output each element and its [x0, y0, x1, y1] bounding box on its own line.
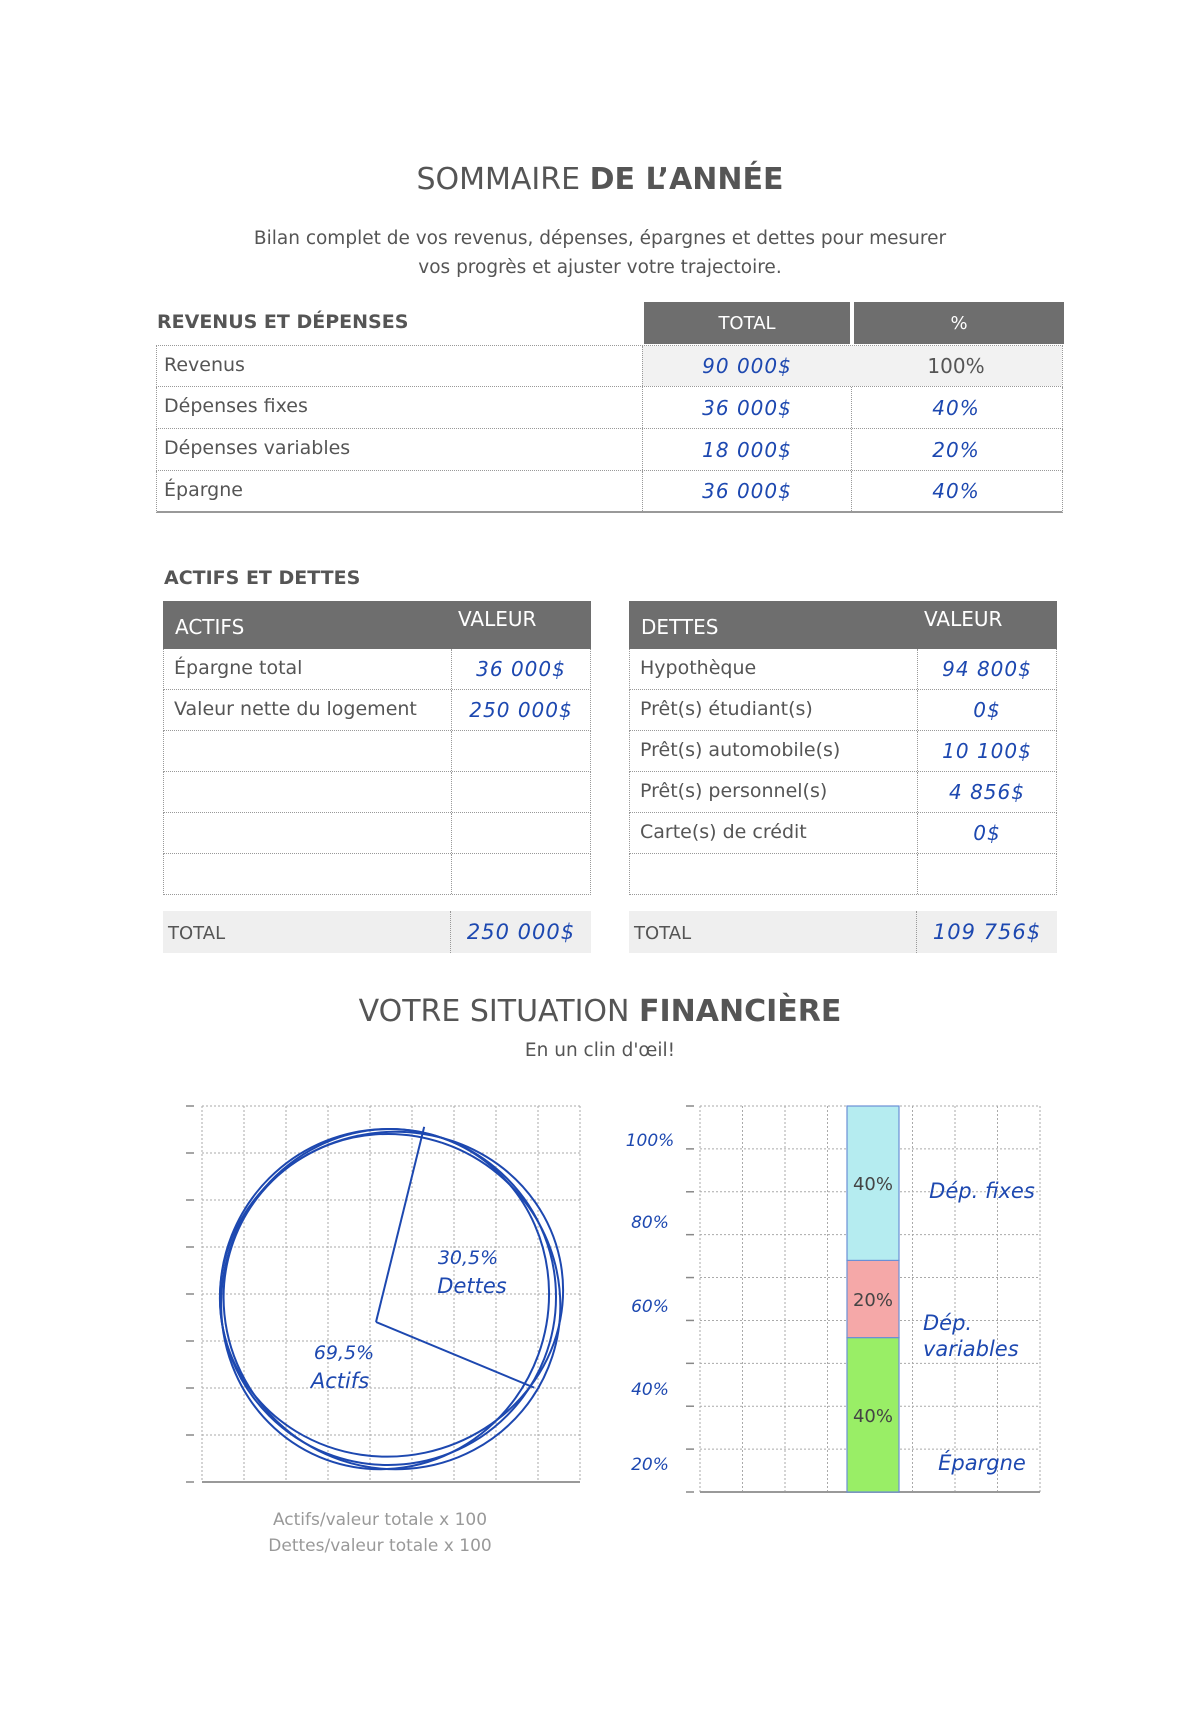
actifs-table-header — [163, 601, 591, 649]
pie-label-actifs-value: 69,5% — [313, 1342, 375, 1364]
row-label: Carte(s) de crédit — [640, 821, 807, 843]
total-value: 250 000$ — [450, 911, 591, 953]
page-title: SOMMAIRE DE L’ANNÉE — [416, 162, 784, 197]
bar-segment-name: Épargne — [938, 1451, 1026, 1475]
y-tick-label: 40% — [631, 1380, 669, 1400]
row-label: Prêt(s) étudiant(s) — [640, 698, 813, 720]
table-row — [156, 429, 1063, 471]
row-label: Revenus — [164, 354, 245, 376]
table-row — [156, 345, 1063, 387]
row-label: Hypothèque — [640, 657, 757, 679]
y-tick-label: 60% — [631, 1297, 669, 1317]
stacked-bar-chart — [620, 1100, 1050, 1500]
table-row-empty — [163, 854, 591, 895]
dettes-table — [629, 601, 1057, 944]
table-row-empty — [163, 813, 591, 854]
pie-slice-edge — [376, 1322, 534, 1388]
intro-line-2: vos progrès et ajuster votre trajectoire. — [418, 257, 782, 278]
actifs-table — [163, 601, 591, 944]
table-row-empty — [629, 854, 1057, 895]
pie-note-1: Actifs/valeur totale x 100 — [272, 1510, 488, 1530]
row-value: 4 856$ — [917, 772, 1056, 812]
row-total: 36 000$ — [642, 471, 852, 511]
y-tick-label: 20% — [631, 1455, 669, 1475]
pie-label-dettes: Dettes — [437, 1274, 507, 1298]
bar-segment-value: 40% — [852, 1174, 894, 1196]
actifs-dettes-section-label: ACTIFS ET DETTES — [164, 567, 361, 589]
row-value: 94 800$ — [917, 649, 1056, 689]
row-percent: 20% — [932, 437, 980, 462]
dettes-table-header — [629, 601, 1057, 649]
pie-label-actifs: Actifs — [310, 1369, 370, 1393]
pie-note-2: Dettes/valeur totale x 100 — [268, 1536, 492, 1556]
row-label: Prêt(s) automobile(s) — [640, 739, 841, 761]
actifs-total-row — [163, 911, 591, 953]
total-label: TOTAL — [168, 923, 226, 944]
pie-label-dettes-value: 30,5% — [437, 1247, 499, 1269]
row-label: Épargne total — [174, 657, 303, 679]
bar-segment-value: 40% — [852, 1405, 894, 1427]
actifs-col-name: ACTIFS — [175, 615, 245, 639]
row-total: 18 000$ — [642, 429, 852, 470]
table-row — [156, 471, 1063, 513]
bar-segment-name: Dép. — [923, 1311, 973, 1335]
row-value: 36 000$ — [451, 649, 590, 689]
row-value: 10 100$ — [917, 731, 1056, 771]
table-row — [163, 649, 591, 690]
revenus-col-percent: % — [854, 302, 1064, 344]
intro-text — [230, 224, 970, 282]
bar-segment-name: Dép. fixes — [929, 1179, 1035, 1203]
pie-chart — [180, 1100, 600, 1520]
table-row — [163, 690, 591, 731]
pie-slice-edge — [376, 1127, 424, 1322]
row-label: Valeur nette du logement — [174, 698, 417, 720]
table-row-empty — [163, 772, 591, 813]
bar-segment-name: variables — [923, 1337, 1019, 1361]
total-label: TOTAL — [634, 923, 692, 944]
row-percent: 40% — [932, 395, 980, 420]
intro-line-1: Bilan complet de vos revenus, dépenses, épargnes et dettes pour mesurer — [253, 228, 947, 249]
table-row — [629, 731, 1057, 772]
situation-title: VOTRE SITUATION FINANCIÈRE — [358, 994, 842, 1029]
table-row — [629, 772, 1057, 813]
row-percent: 100% — [850, 346, 1062, 386]
row-label: Dépenses variables — [164, 437, 351, 459]
pie-outline — [180, 1100, 597, 1516]
dettes-col-name: DETTES — [641, 615, 719, 639]
revenus-col-total: TOTAL — [644, 302, 850, 344]
table-row — [629, 690, 1057, 731]
row-label: Épargne — [164, 479, 243, 501]
table-row — [629, 649, 1057, 690]
revenus-section-label: REVENUS ET DÉPENSES — [157, 311, 409, 333]
situation-subtitle: En un clin d'œil! — [524, 1040, 676, 1061]
row-total: 90 000$ — [642, 346, 852, 386]
row-value: 0$ — [917, 813, 1056, 853]
actifs-col-value: VALEUR — [458, 607, 537, 631]
row-label: Prêt(s) personnel(s) — [640, 780, 828, 802]
row-label: Dépenses fixes — [164, 395, 308, 417]
total-value: 109 756$ — [916, 911, 1057, 953]
dettes-total-row — [629, 911, 1057, 953]
table-row — [156, 387, 1063, 429]
y-tick-label: 100% — [625, 1131, 675, 1151]
row-value: 250 000$ — [451, 690, 590, 730]
row-value: 0$ — [917, 690, 1056, 730]
y-tick-label: 80% — [631, 1213, 669, 1233]
table-row-empty — [163, 731, 591, 772]
table-row — [629, 813, 1057, 854]
bar-segment-value: 20% — [852, 1290, 894, 1311]
row-percent: 40% — [932, 479, 980, 503]
dettes-col-value: VALEUR — [924, 607, 1003, 631]
row-total: 36 000$ — [642, 387, 852, 428]
